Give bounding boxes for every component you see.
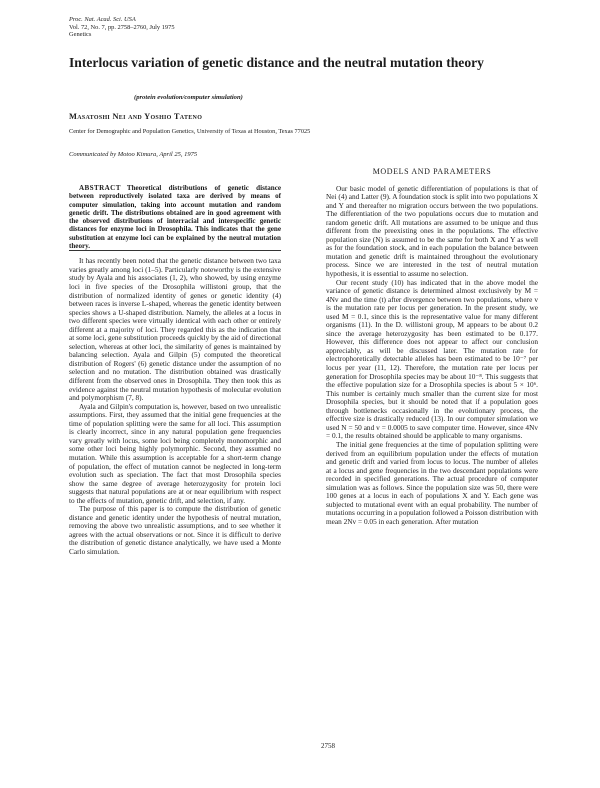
volume-info: Vol. 72, No. 7, pp. 2758–2760, July 1975 <box>69 23 175 31</box>
journal-name: Proc. Nat. Acad. Sci. USA <box>69 16 136 23</box>
body-paragraph: Ayala and Gilpin's computation is, however, based on two unrealistic assumptions. First, they assumed that the initial gene frequencies at the time of population splitting were the same for all loci. This assumption is clearly incorrect, since in any natural population gene frequencies vary greatly with locus, some loci being completely monomorphic and some other loci being highly polymorphic. Second, they assumed no mutation. While this assumption is acceptable for a short-term change of population, the effect of mutation cannot be neglected in long-term evolution such as speciation. The fact that most Drosophila species show the same degree of average heterozygosity for protein loci suggests that natural populations are at or near equilibrium with respect to the effects of mutation, genetic drift, and selection, if any. <box>69 401 281 505</box>
body-paragraph: The initial gene frequencies at the time of population splitting were derived from an equilibrium population under the effects of mutation and genetic drift and varied from locus to locus. The number of alleles at a locus and gene frequencies in the two descendant populations were recorded in specified generations. The actual procedure of computer simulation was as follows. Since the population size was 50, there were 100 genes at a locus in each of populations X and Y. Each gene was subjected to mutational event with an equal probability. The number of mutations occurring in a population followed a Poisson distribution with mean 2Nv = 0.05 in each generation. After mutation <box>326 439 538 526</box>
abstract-label: ABSTRACT <box>79 184 121 192</box>
section-label: Genetics <box>69 31 92 39</box>
paper-title: Interlocus variation of genetic distance and the neutral mutation theory <box>69 55 484 70</box>
authors: Masatoshi Nei and Yoshio Tateno <box>69 112 203 121</box>
right-column <box>326 167 538 526</box>
body-paragraph: The purpose of this paper is to compute the distribution of genetic distance and genetic identity under the hypothesis of neutral mutation, removing the above two unrealistic assumptions, and to see whether it agrees with the actual observations or not. Since it is difficult to derive the distribution of genetic distance analytically, we have used a Monte Carlo simulation. <box>69 504 281 556</box>
journal-masthead <box>69 16 175 39</box>
abstract-text: Theoretical distributions of genetic distance between reproductively isolated taxa are derived by means of computer simulation, taking into account mutation and random genetic drift. The distributions obtained are in good agreement with the observed distributions of interracial and interspecific genetic distances for enzyme loci in Drosophila. This indicates that the gene substitution at enzyme loci can be explained by the neutral mutation theory. <box>69 184 281 251</box>
communicated-by: Communicated by Motoo Kimura, April 25, 1975 <box>69 151 198 158</box>
body-paragraph: It has recently been noted that the genetic distance between two taxa varies greatly among loci (1–5). Particularly noteworthy is the extensive study by Ayala and his associates (1, 2), who showed, by using enzyme loci in five species of the Drosophila willistoni group, that the distribution of normalized identity of genes or genetic identity (4) between races is inverse L-shaped, whereas the genetic identity between species shows a U-shaped distribution. Namely, the alleles at a locus in two different species were virtually identical with each other or entirely different at a majority of loci. They regarded this as the indication that at some loci, gene substitution proceeds quickly by the aid of directional selection, whereas at other loci, the similarity of genes is maintained by balancing selection. Ayala and Gilpin (5) computed the theoretical distribution of Rogers' (6) genetic distance under the assumption of no selection and no mutation. The distribution obtained was drastically different from the observed ones in Drosophila. They then took this as evidence against the neutral mutation hypothesis of molecular evolution and polymorphism (7, 8). <box>69 256 281 403</box>
body-paragraph: Our recent study (10) has indicated that in the above model the variance of genetic distance is determined almost exclusively by M = 4Nv and the time (t) after divergence between two populations, where v is the mutation rate per locus per generation. In the present study, we used M = 0.1, since this is the representative value for many different organisms (11). In the D. willistoni group, M appears to be about 0.2 since the average heterozygosity has been estimated to be 0.177. However, this difference does not appear to affect our conclusion appreciably, as will be discussed later. The mutation rate for electrophoretically detectable alleles has been estimated to be 10⁻⁷ per locus per year (11, 12). Therefore, the mutation rate per locus per generation for Drosophila species may be about 10⁻⁸. This suggests that the effective population size for a Drosophila species is about 5 × 10⁶. This number is certainly much smaller than the current size for most Drosophila species, but it should be noted that if a population goes through bottlenecks occasionally in the evolutionary process, the effective size is drastically reduced (13). In our computer simulation we used N = 50 and v = 0.0005 to save computer time. However, since 4Nv = 0.1, the results obtained should be applicable to many organisms. <box>326 277 538 441</box>
abstract-divider <box>69 250 281 251</box>
left-column <box>69 184 281 557</box>
affiliation: Center for Demographic and Population Genetics, University of Texas at Houston, Texas 77025 <box>69 128 311 135</box>
body-paragraph: Our basic model of genetic differentiation of populations is that of Nei (4) and Latter (9). A foundation stock is split into two populations X and Y and thereafter no migration occurs between the two populations. The differentiation of the two populations occurs due to mutation and random genetic drift. All mutations are assumed to be unique and thus different from the preexisting ones in the populations. The effective population size (N) is assumed to be the same for both X and Y as well as for the foundation stock, and in each population the balance between mutation and genetic drift is maintained throughout the evolutionary process. Since we are interested in the test of neutral mutation hypothesis, it is essential to assume no selection. <box>326 183 538 279</box>
page-number: 2758 <box>321 742 335 750</box>
section-heading: MODELS AND PARAMETERS <box>372 167 492 176</box>
abstract <box>69 184 281 250</box>
keywords: (protein evolution/computer simulation) <box>134 94 243 101</box>
